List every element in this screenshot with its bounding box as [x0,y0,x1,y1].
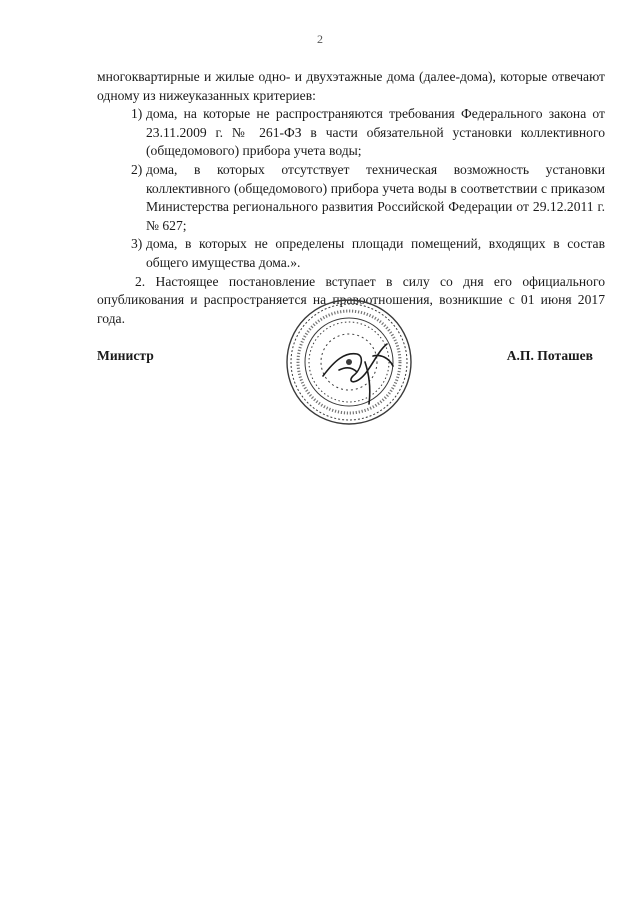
criteria-text: дома, на которые не распространяются требования Федерального закона от 23.11.2009 г. № 261-ФЗ в части обязательной установки коллективного (общедомового) прибора учета воды; [146,106,605,159]
signatory-role: Министр [97,348,154,363]
criteria-text: дома, в которых не определены площади помещений, входящих в состав общего имущества дома.». [146,236,605,270]
criteria-item [97,235,605,272]
document-body [97,68,605,328]
criteria-item [97,105,605,161]
criteria-item [97,161,605,235]
criteria-number: 3) [131,236,143,252]
signature-row [97,348,605,372]
criteria-text: дома, в которых отсутствует техническая возможность установки коллективного (общедомового) прибора учета воды в соответствии с приказом Министерства регионального развития Российской Федерации от 29.12.2011 г. № 627; [146,161,605,233]
criteria-number: 2) [131,161,143,177]
criteria-number: 1) [131,106,143,122]
intro-paragraph: многоквартирные и жилые одно- и двухэтажные дома (далее-дома), которые отвечают одному из нижеуказанных критериев: [97,69,605,103]
signatory-name: А.П. Поташев [506,348,593,363]
criteria-list [97,105,605,272]
page-number: 2 [317,32,323,46]
effective-date-paragraph: 2. Настоящее постановление вступает в силу со дня его официального опубликования и распространяется на правоотношения, возникшие с 01 июня 2017 года. [97,273,605,326]
